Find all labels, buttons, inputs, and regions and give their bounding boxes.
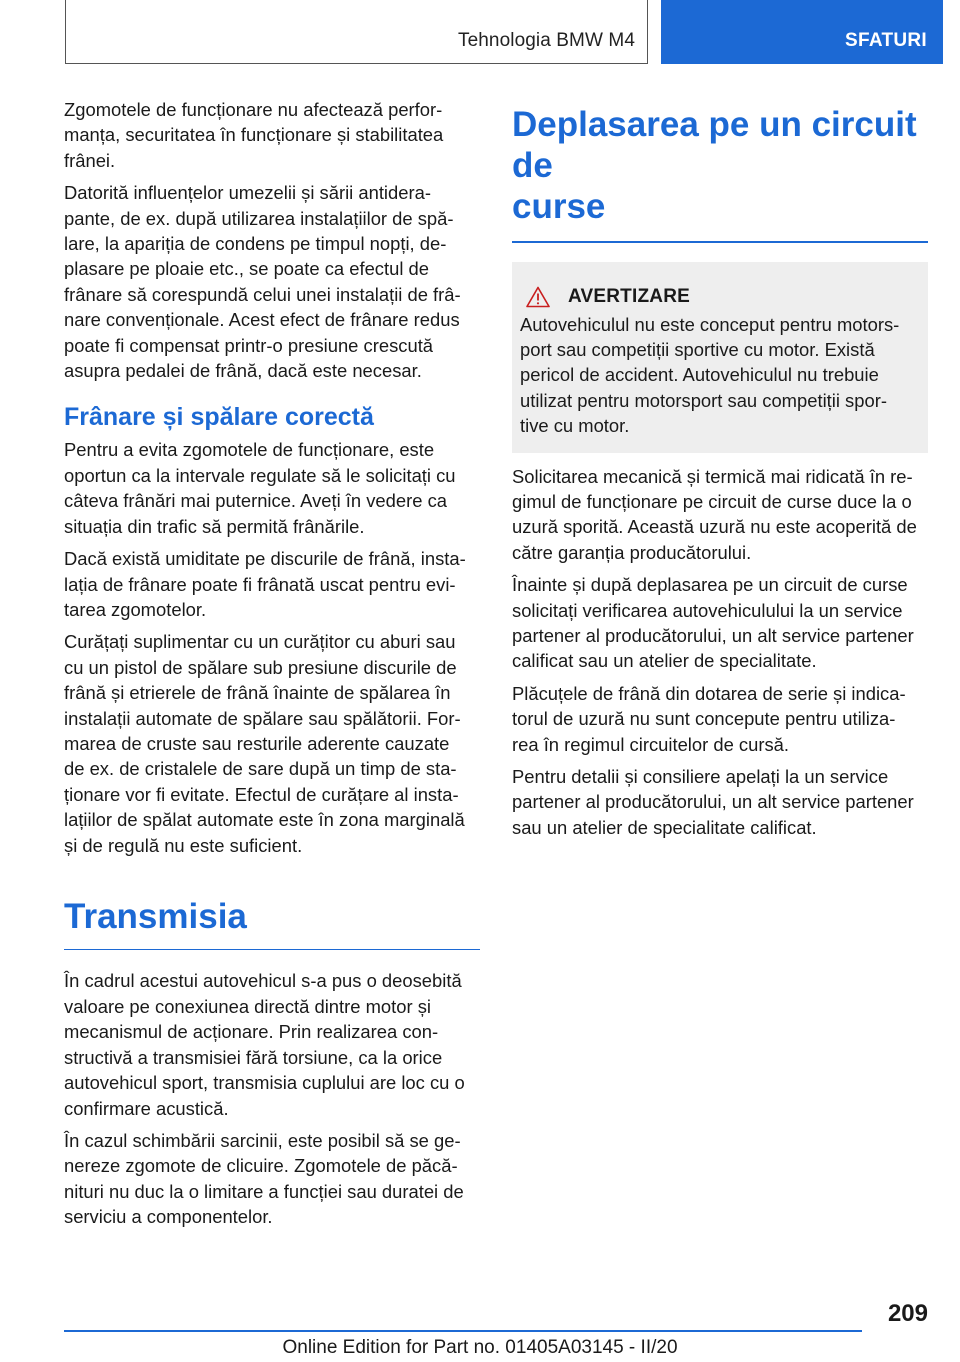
warning-text: Autovehiculul nu este conceput pentru motors‐ port sau competiții sportive cu motor. Există pericol de accident. Autovehiculul nu trebuie utilizat pentru motorsport sau competiții spor‐ tive cu motor. <box>520 313 900 437</box>
chapter-heading: Deplasarea pe un circuit de curse <box>512 105 917 226</box>
paragraph: Zgomotele de funcționare nu afectează perfor‐ manța, securitatea în funcționare și stabilitatea frânei. <box>64 99 444 171</box>
warning-triangle-icon <box>526 286 550 308</box>
chapter-heading: Transmisia <box>64 896 247 936</box>
warning-header <box>520 286 920 308</box>
paragraph: Înainte și după deplasarea pe un circuit de curse solicitați verificarea autovehiculului la un service partener al producătorului, un alt service partener calificat sau un atelier de specialitate. <box>512 574 914 672</box>
header-section-label: SFATURI <box>845 30 927 51</box>
header-title-box <box>65 0 648 64</box>
footer-divider <box>64 1330 862 1332</box>
paragraph: Curățați suplimentar cu un curățitor cu aburi sau cu un pistol de spălare sub presiune discurile de frână și etrierele de frână înainte de spălarea în instalații automate de spălare sau spălătorii. For‐ marea de cruste sau resturile aderente cauzate de ex. de cristalele de sare după un timp de sta‐ ționare vor fi evitate. Efectul de curățare al insta‐ lațiilor de spălat automate este în zona marginală și de regulă nu este suficient. <box>64 631 465 856</box>
paragraph: Solicitarea mecanică și termică mai ridicată în re‐ gimul de funcționare pe circuit de curse duce la o uzură sporită. Această uzură nu este acoperită de către garanția producătorului. <box>512 465 917 563</box>
warning-box <box>512 262 928 453</box>
paragraph: În cazul schimbării sarcinii, este posibil să se ge‐ nereze zgomote de clicuire. Zgomotele de păcă‐ nituri nu duc la o limitare a funcției sau duratei de serviciu a componentelor. <box>64 1129 464 1228</box>
paragraph: În cadrul acestui autovehicul s-a pus o deosebită valoare pe conexiunea directă dintre motor și mecanismul de acționare. Prin realizarea con‐ structivă a transmisiei fără torsiune, ca la orice autovehicul sport, transmisia cuplului are loc cu o confirmare acustică. <box>64 970 465 1119</box>
warning-title: AVERTIZARE <box>568 285 690 307</box>
heading-divider <box>512 241 928 243</box>
paragraph: Plăcuțele de frână din dotarea de serie și indica‐ torul de uzură nu sunt concepute pentru utiliza‐ rea în regimul circuitelor de cursă. <box>512 682 906 755</box>
paragraph: Dacă există umiditate pe discurile de frână, insta‐ lația de frânare poate fi frânată uscat pentru evi‐ tarea zgomotelor. <box>64 548 466 620</box>
header-title: Tehnologia BMW M4 <box>458 30 635 51</box>
heading-divider <box>64 949 480 951</box>
left-column <box>64 97 480 1237</box>
page-number: 209 <box>887 1300 928 1327</box>
section-heading: Frânare și spălare corectă <box>64 403 374 432</box>
paragraph: Pentru detalii și consiliere apelați la un service partener al producătorului, un alt service partener sau un atelier de specialitate calificat. <box>512 766 914 838</box>
footer-edition: Online Edition for Part no. 01405A03145 - II/20 <box>282 1337 678 1358</box>
right-column <box>512 104 928 847</box>
header-section-tab[interactable] <box>661 0 943 64</box>
paragraph: Pentru a evita zgomotele de funcționare, este oportun ca la intervale regulate să le solicitați cu câteva frânări mai puternice. Aveți în vedere ca situația din trafic să permită frânările. <box>64 439 456 537</box>
paragraph: Datorită influențelor umezelii și sării antidera‐ pante, de ex. după utilizarea instalațiilor de spă‐ lare, la apariția de condens pe timpul nopți, de‐ plasare pe ploaie etc., se poate ca efectul de frânare să corespundă celui unei instalații de frâ‐ nare convenționale. Acest efect de frânare redus poate fi compensat printr-o presiune crescută asupra pedalei de frână, dacă este necesar. <box>64 182 461 382</box>
